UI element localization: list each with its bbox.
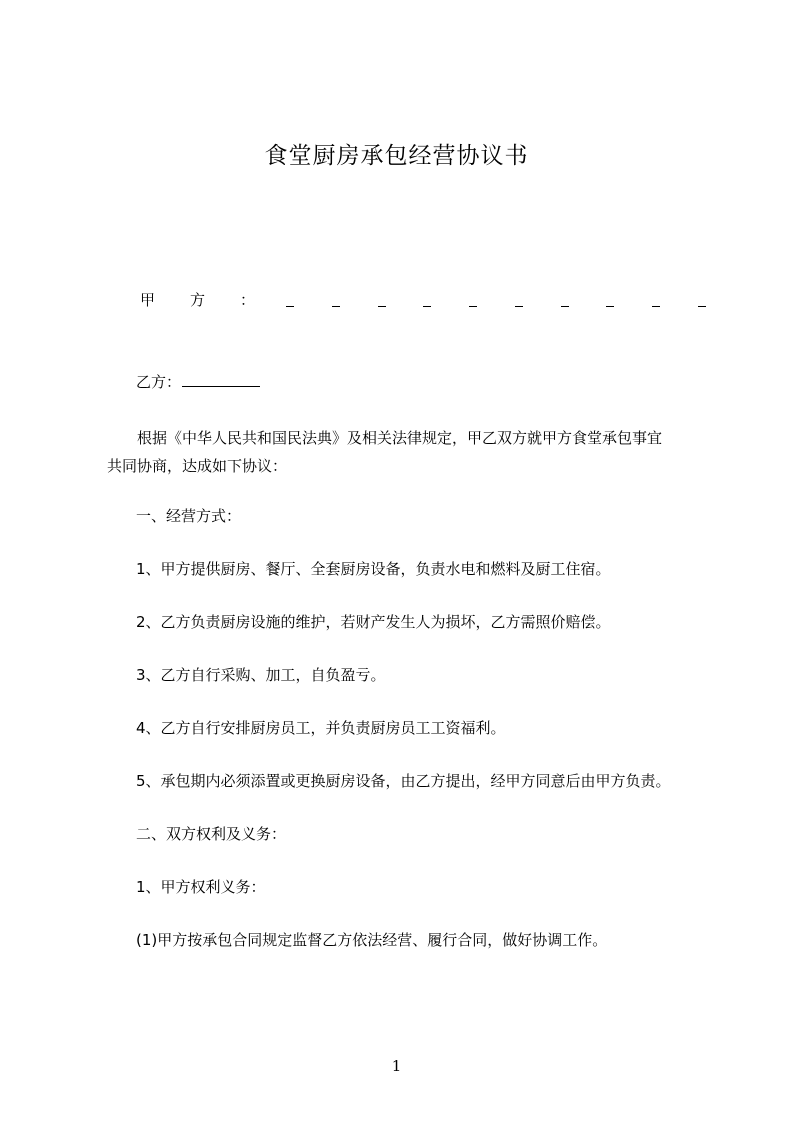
section-1-item-3: 3、乙方自行采购、加工，自负盈亏。 bbox=[136, 666, 386, 684]
party-b-label: 乙方： bbox=[136, 373, 182, 391]
intro-line-2: 共同协商，达成如下协议： bbox=[107, 457, 288, 475]
party-b-blank-field[interactable] bbox=[182, 370, 260, 387]
section-1-item-1: 1、甲方提供厨房、餐厅、全套厨房设备，负责水电和燃料及厨工住宿。 bbox=[136, 560, 611, 578]
blank-segment bbox=[378, 306, 386, 307]
party-a-line bbox=[136, 289, 706, 315]
blank-segment bbox=[286, 306, 294, 307]
section-1-item-4: 4、乙方自行安排厨房员工，并负责厨房员工工资福利。 bbox=[136, 719, 506, 737]
blank-segment bbox=[423, 306, 431, 307]
section-1-item-2: 2、乙方负责厨房设施的维护，若财产发生人为损坏，乙方需照价赔偿。 bbox=[136, 613, 611, 631]
blank-segment bbox=[652, 306, 660, 307]
intro-paragraph bbox=[107, 424, 697, 480]
party-a-char-1: 甲 bbox=[140, 291, 156, 309]
section-2-sub-heading: 1、甲方权利义务： bbox=[136, 878, 266, 896]
document-title: 食堂厨房承包经营协议书 bbox=[264, 143, 529, 169]
intro-line-1: 根据《中华人民共和国民法典》及相关法律规定，甲乙双方就甲方食堂承包事宜 bbox=[137, 429, 663, 447]
page-number: 1 bbox=[391, 1057, 402, 1075]
section-1-item-5: 5、承包期内必须添置或更换厨房设备，由乙方提出，经甲方同意后由甲方负责。 bbox=[136, 772, 671, 790]
blank-segment bbox=[561, 306, 569, 307]
blank-segment bbox=[698, 306, 706, 307]
section-2-heading: 二、双方权利及义务： bbox=[136, 825, 287, 843]
blank-segment bbox=[332, 306, 340, 307]
section-2-item-1: (1)甲方按承包合同规定监督乙方依法经营、履行合同，做好协调工作。 bbox=[136, 931, 608, 949]
party-a-char-2: 方 bbox=[190, 291, 206, 309]
party-b-line bbox=[136, 370, 260, 393]
party-a-colon: ： bbox=[240, 291, 256, 309]
section-1-heading: 一、经营方式： bbox=[136, 507, 242, 525]
blank-segment bbox=[469, 306, 477, 307]
party-a-blank-field[interactable] bbox=[286, 289, 706, 311]
blank-segment bbox=[515, 306, 523, 307]
blank-segment bbox=[606, 306, 614, 307]
